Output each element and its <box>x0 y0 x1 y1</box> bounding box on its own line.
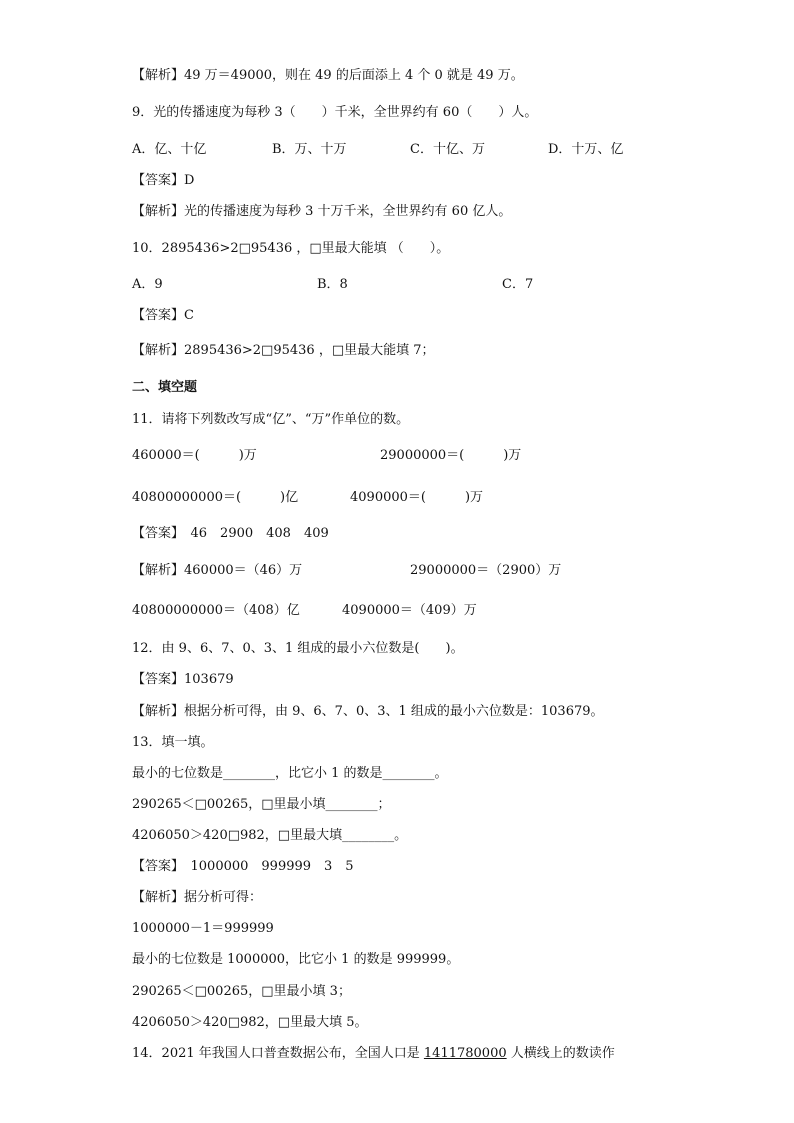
answer-line: 【答案】 1000000 999999 3 5 <box>132 859 354 874</box>
analysis-line: 【解析】根据分析可得，由 9、6、7、0、3、1 组成的最小六位数是：103679。 <box>132 704 604 719</box>
blank-item: 29000000＝( )万 <box>380 448 522 463</box>
analysis-line: 【解析】49 万＝49000，则在 49 的后面添上 4 个 0 就是 49 万。 <box>132 68 524 83</box>
analysis-line: 最小的七位数是 1000000，比它小 1 的数是 999999。 <box>132 952 460 967</box>
blank-item: 40800000000＝( )亿 <box>132 490 299 505</box>
population-number: 1411780000 <box>423 1046 507 1061</box>
option-c: C．7 <box>502 277 534 292</box>
question-10: 10．2895436>2□95436 ，□里最大能填 （ ）。 <box>132 241 450 256</box>
analysis-line: 【解析】据分析可得： <box>132 890 263 905</box>
fill-line: 4206050＞420□982，□里最大填________。 <box>132 828 408 843</box>
analysis-item: 29000000＝（2900）万 <box>410 563 562 578</box>
analysis-item: 4090000＝（409）万 <box>342 603 477 618</box>
analysis-line: 4206050＞420□982，□里最大填 5。 <box>132 1015 368 1030</box>
question-11: 11．请将下列数改写成“亿”、“万”作单位的数。 <box>132 412 410 427</box>
question-14-text: 14．2021 年我国人口普查数据公布，全国人口是 <box>132 1046 424 1061</box>
option-d: D．十万、亿 <box>548 142 624 157</box>
option-b: B．万、十万 <box>272 142 347 157</box>
blank-item: 460000＝( )万 <box>132 448 257 463</box>
fill-line: 290265＜□00265，□里最小填________； <box>132 797 391 812</box>
question-13: 13．填一填。 <box>132 735 214 750</box>
answer-line: 【答案】103679 <box>132 672 234 687</box>
analysis-item: 40800000000＝（408）亿 <box>132 603 300 618</box>
analysis-line: 1000000－1＝999999 <box>132 921 274 936</box>
option-c: C．十亿、万 <box>410 142 485 157</box>
option-a: A．9 <box>132 277 163 292</box>
answer-line: 【答案】 46 2900 408 409 <box>132 526 329 541</box>
option-a: A．亿、十亿 <box>132 142 207 157</box>
analysis-line: 290265＜□00265，□里最小填 3； <box>132 984 351 999</box>
analysis-line: 【解析】2895436>2□95436 ，□里最大能填 7； <box>132 343 435 358</box>
analysis-line: 【解析】光的传播速度为每秒 3 十万千米，全世界约有 60 亿人。 <box>132 204 512 219</box>
answer-line: 【答案】C <box>132 308 194 323</box>
section-heading: 二、填空题 <box>132 380 198 395</box>
answer-line: 【答案】D <box>132 173 195 188</box>
fill-line: 最小的七位数是________，比它小 1 的数是________。 <box>132 766 448 781</box>
analysis-line: 【解析】460000＝（46）万 <box>132 563 303 578</box>
question-14 <box>132 1046 615 1062</box>
blank-item: 4090000＝( )万 <box>350 490 484 505</box>
question-9: 9．光的传播速度为每秒 3（ ）千米，全世界约有 60（ ）人。 <box>132 105 538 120</box>
question-12: 12．由 9、6、7、0、3、1 组成的最小六位数是( )。 <box>132 641 464 656</box>
option-b: B．8 <box>317 277 348 292</box>
question-14-text-end: 人横线上的数读作 <box>506 1046 615 1061</box>
